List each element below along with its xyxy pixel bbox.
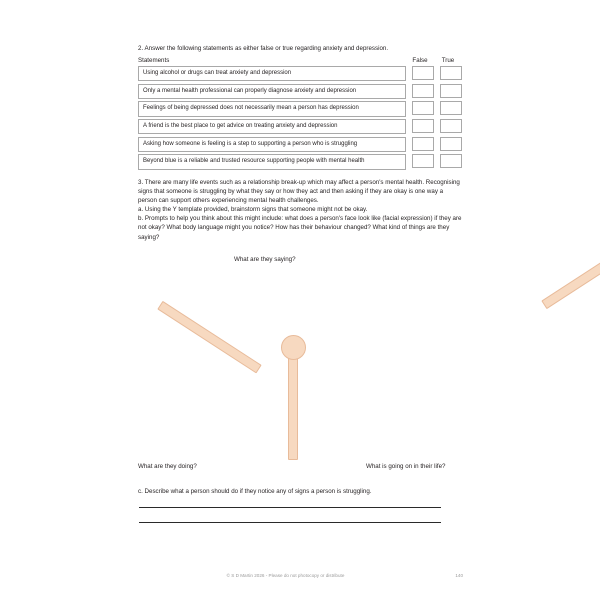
- true-checkbox[interactable]: [440, 66, 462, 80]
- y-arm-upper-right: [541, 236, 600, 309]
- table-row: [138, 137, 463, 152]
- diagram-bottom-right-label: What is going on in their life?: [366, 462, 446, 470]
- statement-text: Beyond blue is a reliable and trusted resource supporting people with mental health: [138, 154, 406, 169]
- table-row: [138, 84, 463, 99]
- question-3-part-c: c. Describe what a person should do if they notice any of signs a person is struggling.: [138, 487, 372, 495]
- table-row: [138, 154, 463, 169]
- question-3-intro: 3. There are many life events such as a relationship break-up which may affect a person's mental health. Recognising signs that someone is struggling by what they say or how they act and then asking if they are okay is one way a person can support others experiencing mental health challenges.: [138, 178, 460, 204]
- page-content: [138, 45, 463, 523]
- question-3-part-a: a. Using the Y template provided, brainstorm signs that someone might not be okay.: [138, 206, 368, 214]
- footer-page-number: 140: [455, 573, 463, 578]
- table-row: [138, 119, 463, 134]
- false-checkbox[interactable]: [412, 66, 434, 80]
- y-center-hub: [281, 335, 306, 360]
- statement-text: A friend is the best place to get advice on treating anxiety and depression: [138, 119, 406, 134]
- table-row: [138, 101, 463, 116]
- answer-line-1[interactable]: [139, 507, 441, 508]
- column-header-true: True: [441, 56, 455, 64]
- diagram-bottom-left-label: What are they doing?: [138, 462, 197, 470]
- false-checkbox[interactable]: [412, 84, 434, 98]
- question-2-prompt: 2. Answer the following statements as either false or true regarding anxiety and depression.: [138, 45, 389, 52]
- y-arm-lower: [288, 345, 298, 460]
- column-header-false: False: [412, 56, 428, 64]
- statements-table-header: [138, 57, 463, 64]
- true-checkbox[interactable]: [440, 101, 462, 115]
- y-chart-diagram: [138, 250, 463, 482]
- y-arm-upper-left: [157, 301, 261, 374]
- answer-line-2[interactable]: [139, 522, 441, 523]
- true-checkbox[interactable]: [440, 84, 462, 98]
- false-checkbox[interactable]: [412, 101, 434, 115]
- table-row: [138, 66, 463, 81]
- footer-copyright: © S D Martin 2026 - Please do not photocopy or distribute: [226, 573, 345, 578]
- false-checkbox[interactable]: [412, 137, 434, 151]
- true-checkbox[interactable]: [440, 154, 462, 168]
- statement-text: Using alcohol or drugs can treat anxiety and depression: [138, 66, 406, 81]
- statement-text: Asking how someone is feeling is a step to supporting a person who is struggling: [138, 137, 406, 152]
- false-checkbox[interactable]: [412, 154, 434, 168]
- column-header-statements: Statements: [138, 56, 170, 64]
- question-3-part-b: b. Prompts to help you think about this might include: what does a person's face look like (facial expression) if they are not okay? What body language might you notice? How has their behaviour changed? What kind of things are they saying?: [138, 215, 462, 241]
- question-3-block: [138, 178, 463, 242]
- statements-table: [138, 66, 463, 170]
- page-footer: [138, 573, 463, 578]
- diagram-top-label: What are they saying?: [234, 255, 296, 263]
- statement-text: Feelings of being depressed does not necessarily mean a person has depression: [138, 101, 406, 116]
- false-checkbox[interactable]: [412, 119, 434, 133]
- true-checkbox[interactable]: [440, 119, 462, 133]
- true-checkbox[interactable]: [440, 137, 462, 151]
- statement-text: Only a mental health professional can properly diagnose anxiety and depression: [138, 84, 406, 99]
